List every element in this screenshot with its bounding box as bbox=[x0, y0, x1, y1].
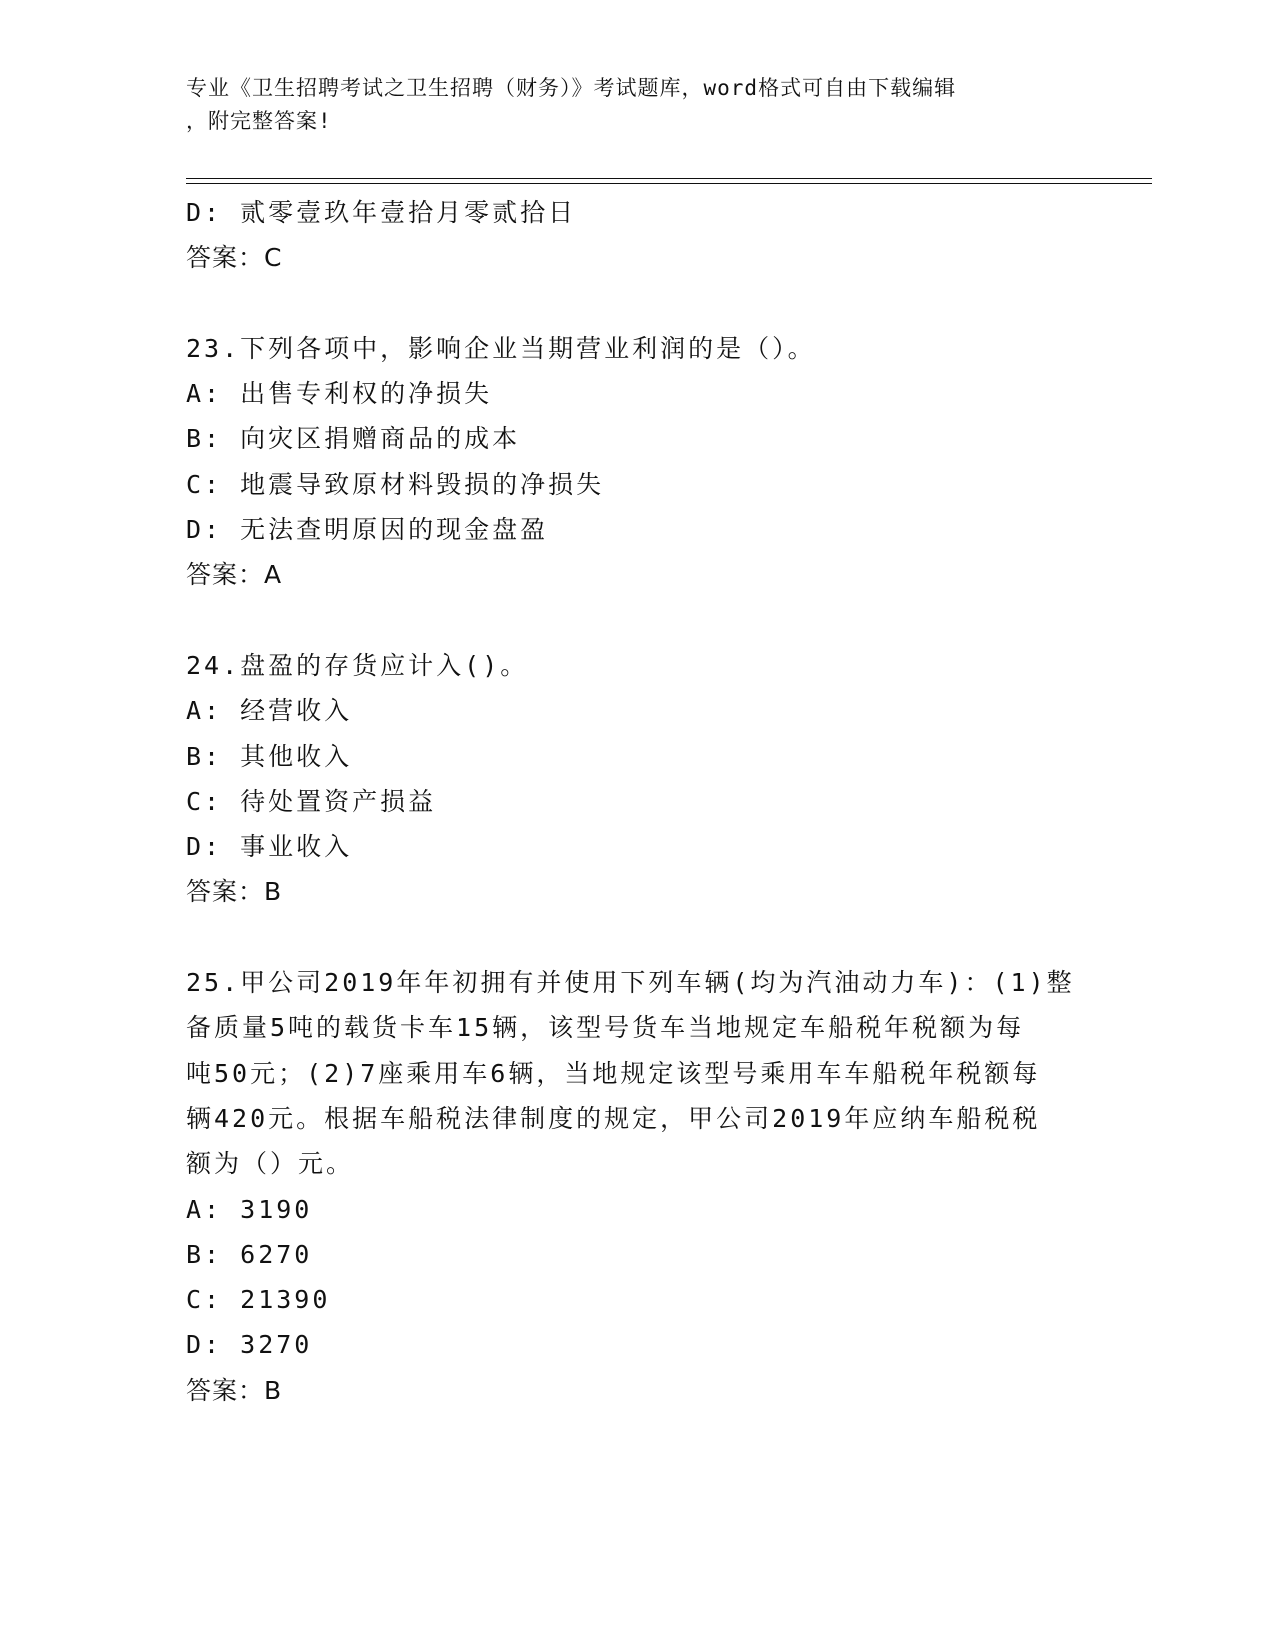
option-b: B: 其他收入 bbox=[186, 741, 353, 771]
answer: 答案：B bbox=[186, 877, 283, 907]
document-body bbox=[186, 190, 1086, 1413]
header-divider-bottom bbox=[186, 183, 1152, 184]
question-24 bbox=[186, 643, 1086, 915]
option-c: C: 待处置资产损益 bbox=[186, 786, 437, 816]
prev-answer: 答案：C bbox=[186, 243, 283, 273]
option-b: B: 6270 bbox=[186, 1239, 313, 1269]
prev-option-d: D: 贰零壹玖年壹拾月零贰拾日 bbox=[186, 198, 577, 227]
option-a: A: 3190 bbox=[186, 1194, 313, 1224]
question-stem-line: 备质量5吨的载货卡车15辆，该型号货车当地规定车船税年税额为每 bbox=[186, 1013, 1025, 1043]
spacer bbox=[186, 281, 1086, 326]
question-stem: 23.下列各项中，影响企业当期营业利润的是（）。 bbox=[186, 333, 816, 363]
option-b: B: 向灾区捐赠商品的成本 bbox=[186, 424, 521, 454]
question-23 bbox=[186, 326, 1086, 598]
document-header bbox=[186, 72, 1066, 138]
question-stem-line: 额为（）元。 bbox=[186, 1149, 355, 1179]
question-stem-line: 辆420元。根据车船税法律制度的规定，甲公司2019年应纳车船税税 bbox=[186, 1103, 1041, 1133]
question-stem: 24.盘盈的存货应计入()。 bbox=[186, 650, 529, 680]
option-c: C: 21390 bbox=[186, 1285, 331, 1315]
option-c: C: 地震导致原材料毁损的净损失 bbox=[186, 469, 605, 499]
option-a: A: 经营收入 bbox=[186, 696, 353, 726]
header-line-2: ，附完整答案! bbox=[186, 109, 332, 133]
option-d: D: 3270 bbox=[186, 1330, 313, 1360]
option-d: D: 事业收入 bbox=[186, 832, 353, 862]
option-a: A: 出售专利权的净损失 bbox=[186, 379, 493, 409]
answer: 答案：A bbox=[186, 560, 283, 590]
header-line-1: 专业《卫生招聘考试之卫生招聘（财务）》考试题库，word格式可自由下载编辑 bbox=[186, 76, 957, 100]
spacer bbox=[186, 598, 1086, 643]
question-stem-line: 25.甲公司2019年年初拥有并使用下列车辆(均为汽油动力车)：(1)整 bbox=[186, 968, 1075, 998]
spacer bbox=[186, 915, 1086, 960]
option-d: D: 无法查明原因的现金盘盈 bbox=[186, 515, 549, 545]
answer: 答案：B bbox=[186, 1375, 283, 1405]
header-divider-top bbox=[186, 178, 1152, 179]
question-stem-line: 吨50元；(2)7座乘用车6辆，当地规定该型号乘用车车船税年税额每 bbox=[186, 1058, 1041, 1088]
question-25 bbox=[186, 960, 1086, 1413]
